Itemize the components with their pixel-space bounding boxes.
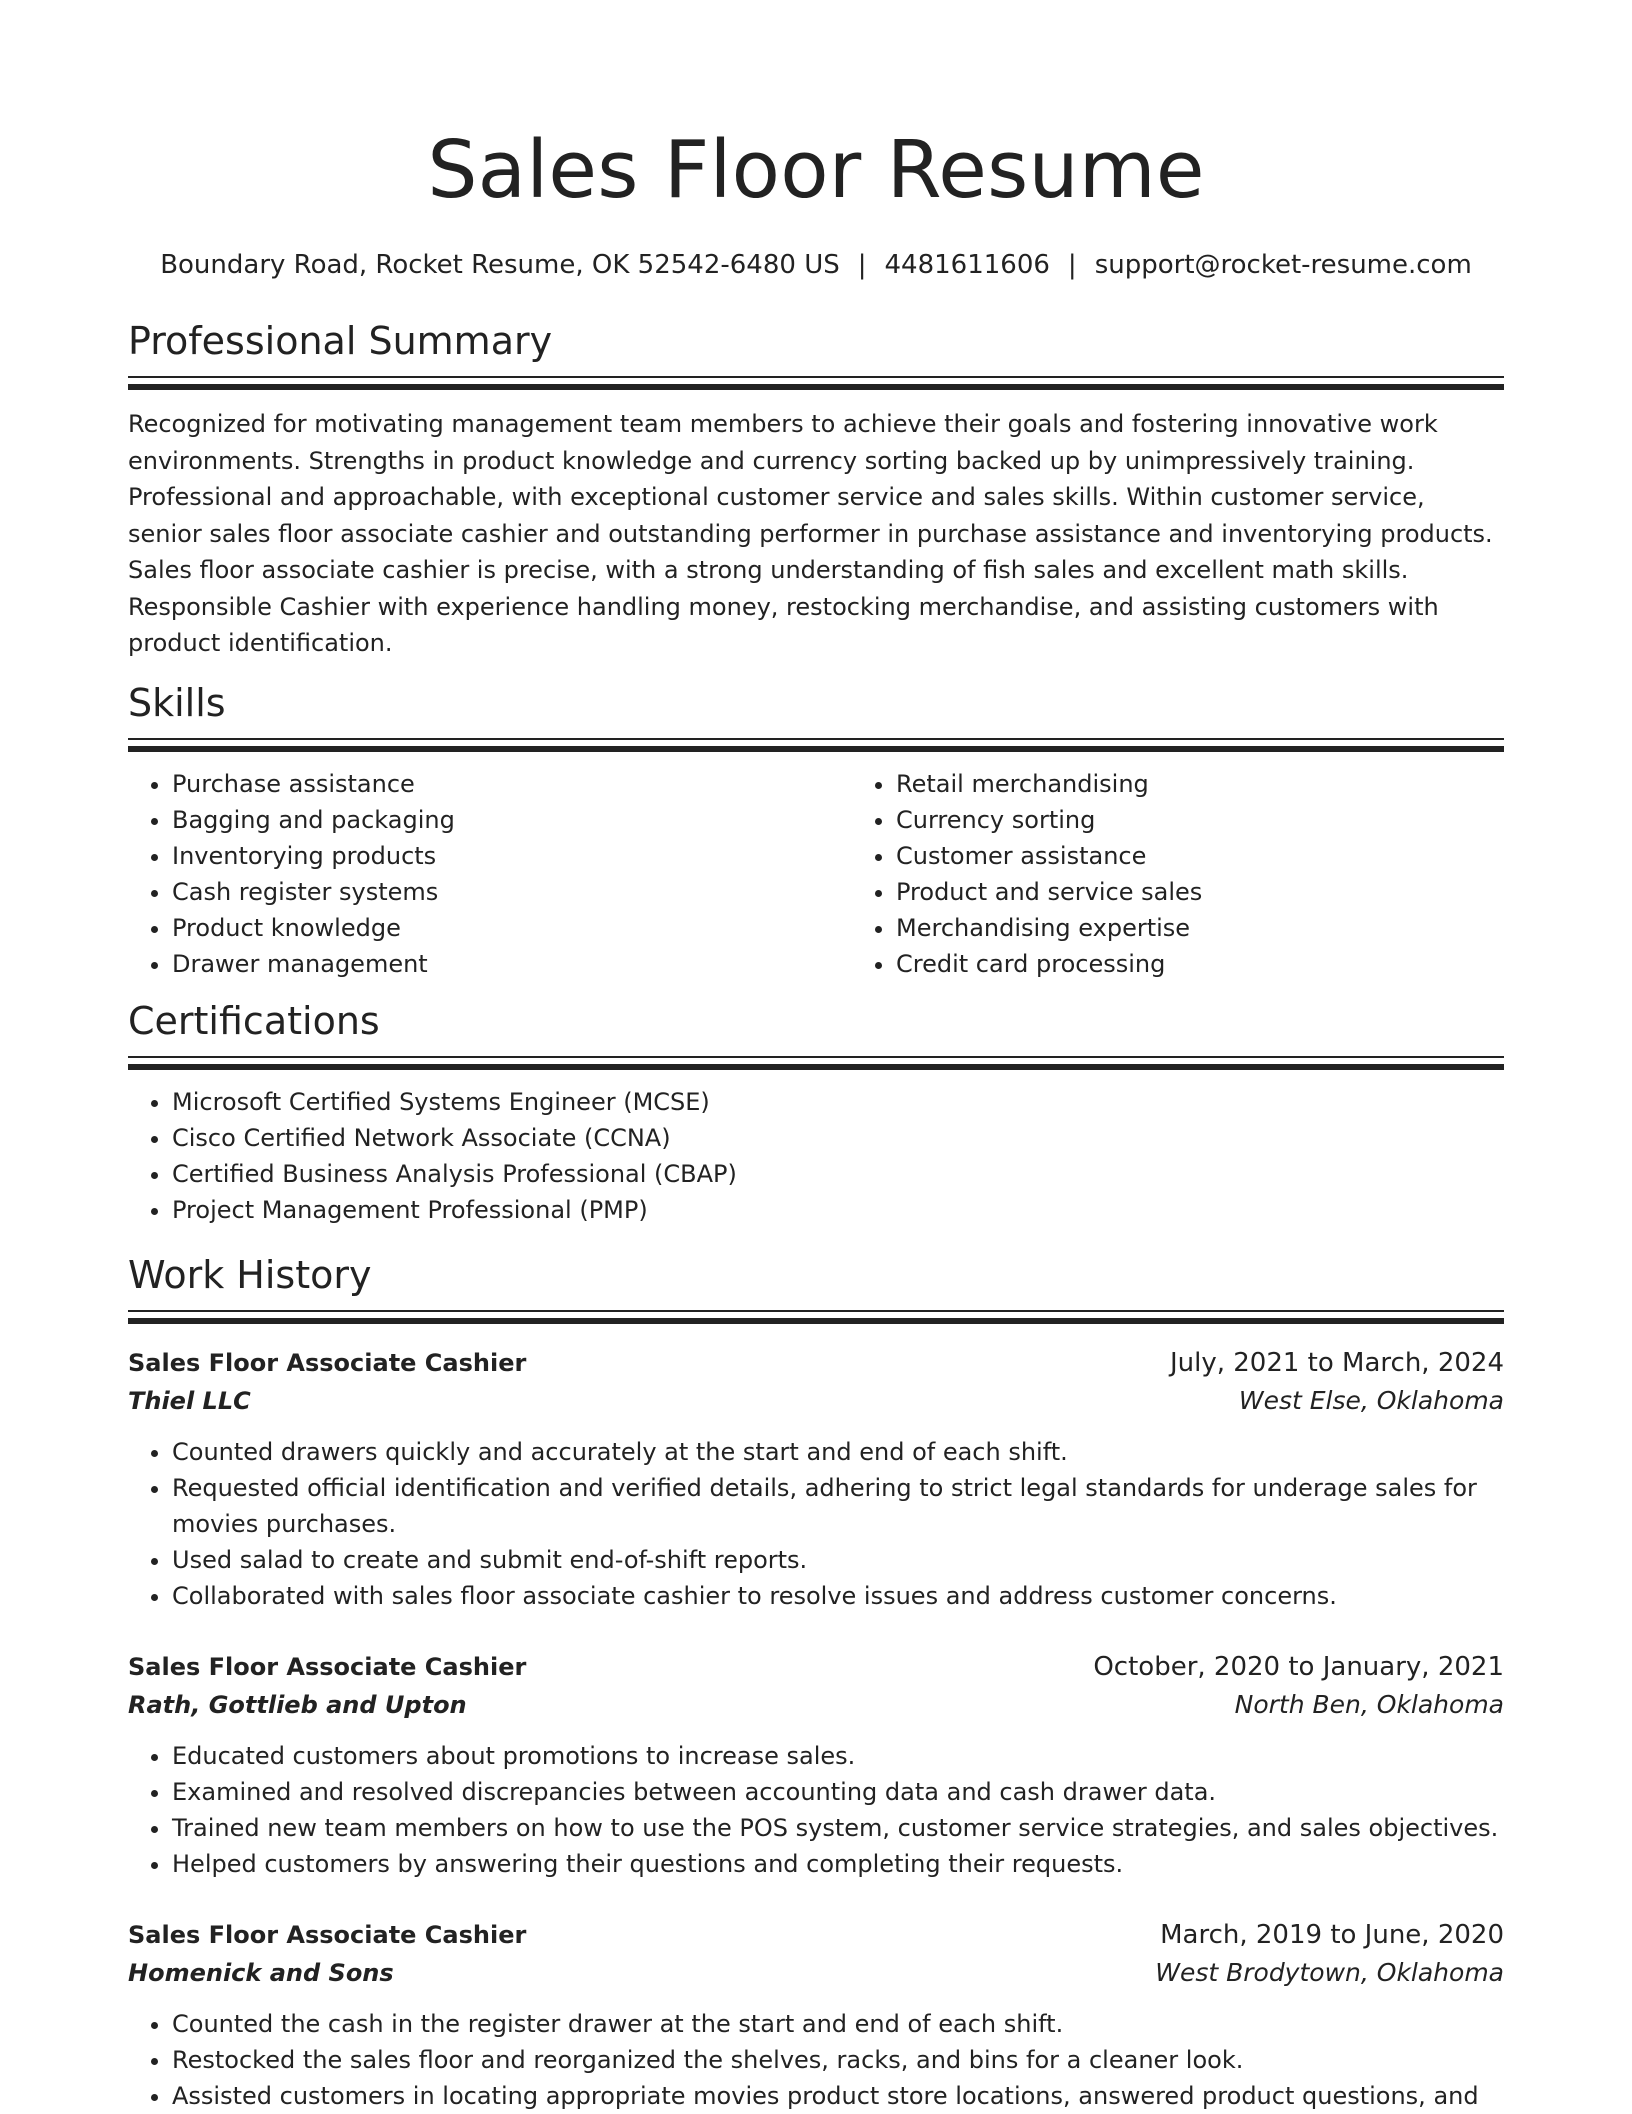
job-company: Rath, Gottlieb and Upton	[128, 1690, 467, 1719]
job-location: North Ben, Oklahoma	[1234, 1689, 1504, 1719]
skills-section	[128, 682, 1504, 982]
job-bullet: • Educated customers about promotions to increase sales.	[172, 1738, 1504, 1774]
certification-item: • Project Management Professional (PMP)	[172, 1192, 1504, 1228]
certifications-list	[128, 1084, 1504, 1228]
job-bullet: • Collaborated with sales floor associate cashier to resolve issues and address customer concerns.	[172, 1578, 1504, 1614]
work-history-heading: Work History	[128, 1252, 372, 1297]
job-header-row	[128, 1648, 1504, 1686]
job-location: West Brodytown, Oklahoma	[1155, 1957, 1504, 1987]
job-location: West Else, Oklahoma	[1238, 1385, 1504, 1415]
contact-phone: 4481611606	[884, 250, 1050, 280]
contact-separator: |	[857, 250, 867, 280]
section-divider	[128, 1056, 1504, 1070]
certification-item: • Certified Business Analysis Professional (CBAP)	[172, 1156, 1504, 1192]
job-company-row	[128, 1686, 1504, 1724]
job-bullets	[128, 1738, 1504, 1882]
job-bullets	[128, 2006, 1504, 2114]
job-dates: March, 2019 to June, 2020	[1160, 1919, 1504, 1950]
certification-item: • Microsoft Certified Systems Engineer (MCSE)	[172, 1084, 1504, 1120]
skill-item: • Merchandising expertise	[896, 910, 1576, 946]
section-divider	[128, 738, 1504, 752]
job-bullet: • Restocked the sales floor and reorganized the shelves, racks, and bins for a cleaner look.	[172, 2042, 1504, 2078]
skill-item: • Purchase assistance	[172, 766, 852, 802]
job-entry	[128, 1344, 1504, 1614]
work-history-section	[128, 1254, 1504, 2114]
job-title: Sales Floor Associate Cashier	[128, 1920, 527, 1949]
job-header-row	[128, 1344, 1504, 1382]
skill-item: • Currency sorting	[896, 802, 1576, 838]
job-bullet: • Trained new team members on how to use the POS system, customer service strategies, and sales objectives.	[172, 1810, 1504, 1846]
certification-item: • Cisco Certified Network Associate (CCNA)	[172, 1120, 1504, 1156]
job-bullet: • Counted the cash in the register drawer at the start and end of each shift.	[172, 2006, 1504, 2042]
job-entry	[128, 1916, 1504, 2114]
job-dates: October, 2020 to January, 2021	[1093, 1651, 1504, 1682]
skills-list-left	[128, 766, 852, 982]
job-bullet: • Helped customers by answering their questions and completing their requests.	[172, 1846, 1504, 1882]
job-bullet: • Requested official identification and verified details, adhering to strict legal standards for underage sales for movies purchases.	[172, 1470, 1504, 1542]
skill-item: • Cash register systems	[172, 874, 852, 910]
contact-separator: |	[1067, 250, 1077, 280]
skill-item: • Inventorying products	[172, 838, 852, 874]
certifications-heading: Certifications	[128, 998, 380, 1043]
job-title: Sales Floor Associate Cashier	[128, 1348, 527, 1377]
certifications-section	[128, 1000, 1504, 1228]
job-company: Thiel LLC	[128, 1386, 251, 1415]
skill-item: • Retail merchandising	[896, 766, 1576, 802]
skill-item: • Product and service sales	[896, 874, 1576, 910]
section-divider	[128, 376, 1504, 390]
job-bullets	[128, 1434, 1504, 1614]
job-header-row	[128, 1916, 1504, 1954]
skill-item: • Product knowledge	[172, 910, 852, 946]
job-company-row	[128, 1954, 1504, 1992]
section-divider	[128, 1310, 1504, 1324]
skill-item: • Bagging and packaging	[172, 802, 852, 838]
job-bullet: • Used salad to create and submit end-of-shift reports.	[172, 1542, 1504, 1578]
skills-heading: Skills	[128, 680, 226, 725]
summary-section	[128, 320, 1504, 662]
contact-address: Boundary Road, Rocket Resume, OK 52542-6480 US	[160, 250, 840, 280]
contact-line	[128, 248, 1504, 282]
job-bullet: • Assisted customers in locating appropriate movies product store locations, answered product questions, and	[172, 2078, 1504, 2114]
contact-email: support@rocket-resume.com	[1094, 250, 1472, 280]
job-company-row	[128, 1382, 1504, 1420]
skills-columns	[128, 766, 1504, 982]
summary-heading: Professional Summary	[128, 319, 553, 363]
skills-list-right	[852, 766, 1576, 982]
job-entry	[128, 1648, 1504, 1882]
skill-item: • Customer assistance	[896, 838, 1576, 874]
job-bullet: • Examined and resolved discrepancies between accounting data and cash drawer data.	[172, 1774, 1504, 1810]
job-dates: July, 2021 to March, 2024	[1169, 1347, 1504, 1378]
page-title: Sales Floor Resume	[427, 124, 1205, 216]
skill-item: • Drawer management	[172, 946, 852, 982]
job-bullet: • Counted drawers quickly and accurately at the start and end of each shift.	[172, 1434, 1504, 1470]
job-title: Sales Floor Associate Cashier	[128, 1652, 527, 1681]
job-company: Homenick and Sons	[128, 1958, 394, 1987]
skill-item: • Credit card processing	[896, 946, 1576, 982]
summary-text: Recognized for motivating management team members to achieve their goals and fostering innovative work environments. Strengths in product knowledge and currency sorting backed up by unimpressively training. Professional and approachable, with exceptional customer service and sales skills. Within customer service, senior sales floor associate cashier and outstanding performer in purchase assistance and inventorying products. Sales floor associate cashier is precise, with a strong understanding of fish sales and excellent math skills. Responsible Cashier with experience handling money, restocking merchandise, and assisting customers with product identification.	[128, 410, 1493, 657]
